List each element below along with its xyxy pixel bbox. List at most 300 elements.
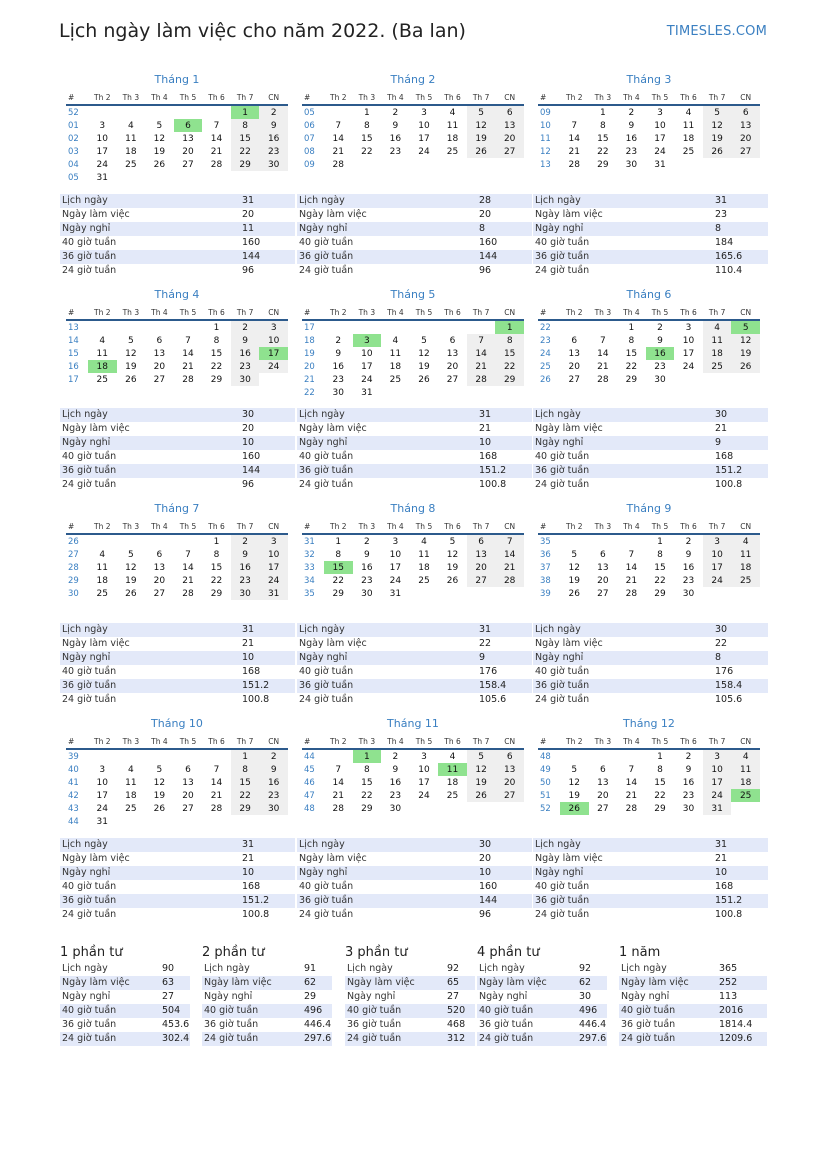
day-cell[interactable]: 8 [363, 764, 370, 775]
day-cell[interactable]: 13 [495, 119, 524, 132]
day-cell[interactable]: 24 [654, 146, 666, 157]
day-cell[interactable]: 29 [654, 803, 666, 814]
day-cell[interactable]: 24 [418, 146, 430, 157]
day-cell[interactable]: 19 [446, 562, 459, 573]
day-cell[interactable]: 9 [628, 120, 635, 131]
day-cell[interactable]: 7 [571, 120, 578, 131]
day-cell[interactable]: 18 [682, 133, 695, 144]
day-cell[interactable]: 24 [361, 374, 373, 385]
day-cell[interactable]: 6 [156, 335, 163, 346]
day-cell[interactable]: 8 [657, 764, 663, 775]
day-cell[interactable]: 4 [127, 120, 134, 131]
day-cell[interactable]: 18 [418, 562, 430, 573]
day-cell[interactable]: 12 [446, 549, 459, 560]
day-cell[interactable]: 5 [156, 764, 163, 775]
day-cell[interactable]: 8 [495, 334, 524, 347]
day-cell[interactable]: 5 [156, 120, 163, 131]
day-cell[interactable]: 9 [657, 335, 663, 346]
day-cell[interactable]: 16 [259, 776, 288, 789]
day-cell[interactable]: 10 [259, 334, 288, 347]
day-cell[interactable]: 30 [231, 373, 260, 386]
day-cell[interactable]: 22 [332, 575, 344, 586]
day-cell[interactable]: 16 [231, 561, 260, 574]
day-cell[interactable]: 29 [361, 803, 373, 814]
day-cell[interactable]: 3 [259, 320, 288, 334]
day-cell[interactable]: 6 [731, 105, 760, 119]
day-cell[interactable]: 8 [599, 120, 606, 131]
day-cell[interactable]: 21 [210, 790, 223, 801]
day-cell[interactable]: 19 [568, 790, 580, 801]
day-cell[interactable]: 18 [731, 561, 760, 574]
day-cell[interactable]: 24 [703, 574, 732, 587]
day-cell[interactable]: 4 [392, 335, 399, 346]
day-cell[interactable]: 30 [389, 803, 402, 814]
day-cell[interactable]: 21 [467, 360, 496, 373]
day-cell[interactable]: 24 [389, 575, 402, 586]
day-cell[interactable]: 10 [418, 764, 430, 775]
day-cell[interactable]: 12 [467, 763, 496, 776]
day-cell[interactable]: 1 [335, 536, 342, 547]
day-cell[interactable]: 11 [438, 763, 467, 776]
day-cell[interactable]: 24 [418, 790, 430, 801]
day-cell[interactable]: 20 [446, 361, 459, 372]
day-cell[interactable]: 17 [96, 790, 108, 801]
day-cell[interactable]: 2 [685, 751, 692, 762]
day-cell[interactable]: 12 [125, 562, 137, 573]
day-cell[interactable]: 30 [682, 588, 695, 599]
day-cell[interactable]: 21 [182, 575, 194, 586]
day-cell[interactable]: 16 [625, 133, 638, 144]
day-cell[interactable]: 29 [654, 588, 666, 599]
day-cell[interactable]: 16 [389, 777, 402, 788]
day-cell[interactable]: 9 [685, 549, 692, 560]
day-cell[interactable]: 8 [363, 120, 370, 131]
day-cell[interactable]: 11 [703, 334, 732, 347]
day-cell[interactable]: 17 [418, 777, 430, 788]
day-cell[interactable]: 26 [446, 575, 459, 586]
day-cell[interactable]: 31 [389, 588, 402, 599]
day-cell[interactable]: 3 [99, 764, 106, 775]
day-cell[interactable]: 17 [703, 561, 732, 574]
day-cell[interactable]: 31 [703, 802, 732, 815]
day-cell[interactable]: 22 [597, 146, 609, 157]
day-cell[interactable]: 7 [628, 549, 635, 560]
day-cell[interactable]: 27 [495, 789, 524, 802]
day-cell[interactable]: 30 [259, 158, 288, 171]
day-cell[interactable]: 19 [153, 146, 166, 157]
day-cell[interactable]: 5 [467, 749, 496, 763]
day-cell[interactable]: 10 [703, 763, 732, 776]
day-cell[interactable]: 6 [185, 764, 191, 775]
day-cell[interactable]: 1 [213, 322, 220, 333]
day-cell[interactable]: 18 [703, 347, 732, 360]
day-cell[interactable]: 23 [389, 790, 402, 801]
day-cell[interactable]: 15 [231, 776, 260, 789]
day-cell[interactable]: 7 [495, 534, 524, 548]
day-cell[interactable]: 21 [332, 146, 344, 157]
day-cell[interactable]: 18 [389, 361, 402, 372]
day-cell[interactable]: 3 [703, 749, 732, 763]
day-cell[interactable]: 16 [646, 347, 675, 360]
day-cell[interactable]: 4 [449, 107, 456, 118]
day-cell[interactable]: 9 [392, 120, 399, 131]
day-cell[interactable]: 28 [332, 803, 344, 814]
day-cell[interactable]: 10 [259, 548, 288, 561]
day-cell[interactable]: 9 [685, 764, 692, 775]
day-cell[interactable]: 27 [597, 588, 609, 599]
day-cell[interactable]: 22 [654, 575, 666, 586]
day-cell[interactable]: 26 [703, 145, 732, 158]
day-cell[interactable]: 6 [449, 335, 456, 346]
day-cell[interactable]: 20 [597, 790, 609, 801]
day-cell[interactable]: 18 [446, 133, 459, 144]
day-cell[interactable]: 9 [392, 764, 399, 775]
day-cell[interactable]: 2 [259, 105, 288, 119]
day-cell[interactable]: 14 [210, 777, 223, 788]
day-cell[interactable]: 11 [125, 777, 137, 788]
day-cell[interactable]: 11 [96, 348, 108, 359]
day-cell[interactable]: 5 [449, 536, 456, 547]
day-cell[interactable]: 25 [446, 146, 459, 157]
day-cell[interactable]: 13 [597, 777, 609, 788]
day-cell[interactable]: 7 [335, 120, 342, 131]
day-cell[interactable]: 30 [231, 587, 260, 600]
day-cell[interactable]: 23 [625, 146, 638, 157]
day-cell[interactable]: 10 [703, 548, 732, 561]
day-cell[interactable]: 3 [259, 534, 288, 548]
day-cell[interactable]: 23 [231, 574, 260, 587]
day-cell[interactable]: 28 [182, 588, 194, 599]
day-cell[interactable]: 5 [571, 764, 578, 775]
day-cell[interactable]: 30 [654, 374, 666, 385]
day-cell[interactable]: 20 [597, 575, 609, 586]
day-cell[interactable]: 15 [625, 348, 638, 359]
day-cell[interactable]: 8 [213, 335, 220, 346]
day-cell[interactable]: 23 [259, 789, 288, 802]
day-cell[interactable]: 17 [259, 561, 288, 574]
day-cell[interactable]: 12 [731, 334, 760, 347]
day-cell[interactable]: 17 [361, 361, 373, 372]
day-cell[interactable]: 13 [568, 348, 580, 359]
day-cell[interactable]: 31 [96, 172, 108, 183]
day-cell[interactable]: 27 [495, 145, 524, 158]
day-cell[interactable]: 9 [259, 763, 288, 776]
day-cell[interactable]: 21 [210, 146, 223, 157]
day-cell[interactable]: 27 [731, 145, 760, 158]
day-cell[interactable]: 10 [96, 133, 108, 144]
day-cell[interactable]: 22 [654, 790, 666, 801]
day-cell[interactable]: 5 [731, 320, 760, 334]
day-cell[interactable]: 19 [467, 132, 496, 145]
day-cell[interactable]: 10 [654, 120, 666, 131]
day-cell[interactable]: 27 [182, 803, 194, 814]
day-cell[interactable]: 25 [96, 374, 108, 385]
day-cell[interactable]: 29 [495, 373, 524, 386]
day-cell[interactable]: 3 [392, 536, 399, 547]
day-cell[interactable]: 19 [467, 776, 496, 789]
day-cell[interactable]: 8 [657, 549, 663, 560]
day-cell[interactable]: 19 [153, 790, 166, 801]
day-cell[interactable]: 22 [495, 360, 524, 373]
day-cell[interactable]: 28 [568, 159, 580, 170]
day-cell[interactable]: 26 [731, 360, 760, 373]
day-cell[interactable]: 18 [731, 776, 760, 789]
day-cell[interactable]: 16 [259, 132, 288, 145]
day-cell[interactable]: 16 [682, 562, 695, 573]
day-cell[interactable]: 6 [495, 749, 524, 763]
day-cell[interactable]: 23 [332, 374, 344, 385]
day-cell[interactable]: 22 [210, 361, 223, 372]
day-cell[interactable]: 2 [685, 536, 692, 547]
day-cell[interactable]: 12 [467, 119, 496, 132]
day-cell[interactable]: 12 [568, 562, 580, 573]
day-cell[interactable]: 11 [96, 562, 108, 573]
day-cell[interactable]: 19 [125, 575, 137, 586]
day-cell[interactable]: 9 [335, 348, 342, 359]
day-cell[interactable]: 13 [446, 348, 459, 359]
day-cell[interactable]: 24 [259, 574, 288, 587]
day-cell[interactable]: 31 [654, 159, 666, 170]
day-cell[interactable]: 27 [153, 588, 166, 599]
day-cell[interactable]: 1 [231, 749, 260, 763]
day-cell[interactable]: 20 [495, 132, 524, 145]
day-cell[interactable]: 9 [259, 119, 288, 132]
day-cell[interactable]: 1 [495, 320, 524, 334]
day-cell[interactable]: 15 [361, 133, 373, 144]
day-cell[interactable]: 8 [231, 119, 260, 132]
day-cell[interactable]: 22 [361, 790, 373, 801]
day-cell[interactable]: 25 [446, 790, 459, 801]
day-cell[interactable]: 29 [231, 802, 260, 815]
day-cell[interactable]: 23 [231, 360, 260, 373]
day-cell[interactable]: 22 [231, 145, 260, 158]
day-cell[interactable]: 16 [332, 361, 344, 372]
day-cell[interactable]: 18 [125, 790, 137, 801]
day-cell[interactable]: 27 [568, 374, 580, 385]
day-cell[interactable]: 9 [231, 548, 260, 561]
day-cell[interactable]: 28 [467, 373, 496, 386]
day-cell[interactable]: 30 [682, 803, 695, 814]
day-cell[interactable]: 17 [259, 347, 288, 360]
day-cell[interactable]: 22 [625, 361, 638, 372]
day-cell[interactable]: 7 [185, 549, 191, 560]
day-cell[interactable]: 15 [654, 562, 666, 573]
day-cell[interactable]: 25 [96, 588, 108, 599]
day-cell[interactable]: 17 [96, 146, 108, 157]
day-cell[interactable]: 21 [597, 361, 609, 372]
day-cell[interactable]: 28 [182, 374, 194, 385]
day-cell[interactable]: 27 [446, 374, 459, 385]
day-cell[interactable]: 28 [597, 374, 609, 385]
day-cell[interactable]: 26 [568, 588, 580, 599]
day-cell[interactable]: 3 [421, 751, 427, 762]
day-cell[interactable]: 20 [568, 361, 580, 372]
day-cell[interactable]: 25 [731, 574, 760, 587]
day-cell[interactable]: 22 [210, 575, 223, 586]
day-cell[interactable]: 7 [599, 335, 606, 346]
day-cell[interactable]: 30 [625, 159, 638, 170]
day-cell[interactable]: 8 [231, 763, 260, 776]
day-cell[interactable]: 2 [231, 320, 260, 334]
day-cell[interactable]: 29 [625, 374, 638, 385]
day-cell[interactable]: 13 [597, 562, 609, 573]
day-cell[interactable]: 14 [568, 133, 580, 144]
day-cell[interactable]: 4 [685, 107, 692, 118]
day-cell[interactable]: 29 [210, 588, 223, 599]
day-cell[interactable]: 18 [125, 146, 137, 157]
day-cell[interactable]: 16 [231, 347, 260, 360]
day-cell[interactable]: 8 [628, 335, 635, 346]
day-cell[interactable]: 26 [125, 588, 137, 599]
day-cell[interactable]: 20 [467, 561, 496, 574]
day-cell[interactable]: 1 [353, 749, 382, 763]
day-cell[interactable]: 26 [153, 803, 166, 814]
day-cell[interactable]: 19 [731, 347, 760, 360]
day-cell[interactable]: 15 [210, 348, 223, 359]
day-cell[interactable]: 21 [182, 361, 194, 372]
day-cell[interactable]: 31 [96, 816, 108, 827]
day-cell[interactable]: 17 [389, 562, 402, 573]
day-cell[interactable]: 3 [703, 534, 732, 548]
day-cell[interactable]: 20 [182, 790, 194, 801]
day-cell[interactable]: 2 [657, 322, 663, 333]
day-cell[interactable]: 6 [599, 764, 606, 775]
day-cell[interactable]: 26 [560, 802, 589, 815]
day-cell[interactable]: 6 [467, 534, 496, 548]
day-cell[interactable]: 2 [628, 107, 635, 118]
day-cell[interactable]: 14 [182, 562, 194, 573]
day-cell[interactable]: 2 [259, 749, 288, 763]
day-cell[interactable]: 11 [418, 549, 430, 560]
day-cell[interactable]: 25 [125, 159, 137, 170]
day-cell[interactable]: 3 [657, 107, 663, 118]
day-cell[interactable]: 22 [361, 146, 373, 157]
day-cell[interactable]: 2 [392, 751, 399, 762]
day-cell[interactable]: 3 [421, 107, 427, 118]
day-cell[interactable]: 31 [259, 587, 288, 600]
day-cell[interactable]: 14 [597, 348, 609, 359]
day-cell[interactable]: 12 [418, 348, 430, 359]
day-cell[interactable]: 20 [153, 575, 166, 586]
day-cell[interactable]: 28 [210, 159, 223, 170]
day-cell[interactable]: 13 [182, 133, 194, 144]
day-cell[interactable]: 21 [568, 146, 580, 157]
day-cell[interactable]: 14 [332, 133, 344, 144]
day-cell[interactable]: 4 [99, 549, 106, 560]
day-cell[interactable]: 21 [332, 790, 344, 801]
day-cell[interactable]: 6 [495, 105, 524, 119]
day-cell[interactable]: 19 [125, 361, 137, 372]
day-cell[interactable]: 29 [597, 159, 609, 170]
day-cell[interactable]: 7 [213, 120, 220, 131]
day-cell[interactable]: 4 [99, 335, 106, 346]
day-cell[interactable]: 4 [421, 536, 427, 547]
day-cell[interactable]: 21 [625, 575, 638, 586]
day-cell[interactable]: 26 [418, 374, 430, 385]
day-cell[interactable]: 23 [389, 146, 402, 157]
day-cell[interactable]: 14 [210, 133, 223, 144]
day-cell[interactable]: 25 [682, 146, 695, 157]
day-cell[interactable]: 27 [182, 159, 194, 170]
day-cell[interactable]: 4 [731, 749, 760, 763]
day-cell[interactable]: 14 [467, 347, 496, 360]
day-cell[interactable]: 1 [657, 536, 663, 547]
day-cell[interactable]: 12 [125, 348, 137, 359]
day-cell[interactable]: 29 [332, 588, 344, 599]
day-cell[interactable]: 13 [153, 562, 166, 573]
day-cell[interactable]: 26 [467, 145, 496, 158]
day-cell[interactable]: 5 [421, 335, 427, 346]
day-cell[interactable]: 30 [332, 387, 344, 398]
day-cell[interactable]: 14 [332, 777, 344, 788]
day-cell[interactable]: 10 [389, 549, 402, 560]
day-cell[interactable]: 18 [96, 575, 108, 586]
day-cell[interactable]: 14 [182, 348, 194, 359]
day-cell[interactable]: 1 [628, 322, 635, 333]
day-cell[interactable]: 11 [389, 348, 402, 359]
day-cell[interactable]: 1 [599, 107, 606, 118]
day-cell[interactable]: 4 [449, 751, 456, 762]
day-cell[interactable]: 16 [682, 777, 695, 788]
day-cell[interactable]: 1 [657, 751, 663, 762]
day-cell[interactable]: 19 [418, 361, 430, 372]
day-cell[interactable]: 23 [682, 575, 695, 586]
day-cell[interactable]: 24 [259, 360, 288, 373]
day-cell[interactable]: 28 [625, 588, 638, 599]
day-cell[interactable]: 27 [153, 374, 166, 385]
day-cell[interactable]: 25 [731, 789, 760, 802]
day-cell[interactable]: 18 [446, 777, 459, 788]
day-cell[interactable]: 13 [731, 119, 760, 132]
day-cell[interactable]: 4 [127, 764, 134, 775]
day-cell[interactable]: 11 [446, 120, 459, 131]
day-cell[interactable]: 23 [361, 575, 373, 586]
day-cell[interactable]: 21 [625, 790, 638, 801]
day-cell[interactable]: 20 [153, 361, 166, 372]
day-cell[interactable]: 1 [231, 105, 260, 119]
day-cell[interactable]: 28 [332, 159, 344, 170]
day-cell[interactable]: 12 [153, 777, 166, 788]
day-cell[interactable]: 15 [231, 132, 260, 145]
day-cell[interactable]: 2 [231, 534, 260, 548]
day-cell[interactable]: 10 [682, 335, 695, 346]
day-cell[interactable]: 15 [210, 562, 223, 573]
day-cell[interactable]: 13 [495, 763, 524, 776]
day-cell[interactable]: 12 [568, 777, 580, 788]
day-cell[interactable]: 11 [682, 120, 695, 131]
day-cell[interactable]: 30 [361, 588, 373, 599]
day-cell[interactable]: 15 [495, 347, 524, 360]
day-cell[interactable]: 17 [703, 776, 732, 789]
day-cell[interactable]: 6 [571, 335, 578, 346]
day-cell[interactable]: 20 [495, 776, 524, 789]
day-cell[interactable]: 9 [363, 549, 370, 560]
day-cell[interactable]: 6 [156, 549, 163, 560]
day-cell[interactable]: 18 [88, 360, 117, 373]
day-cell[interactable]: 17 [418, 133, 430, 144]
day-cell[interactable]: 24 [96, 803, 108, 814]
brand-link[interactable]: TIMESLES.COM [666, 24, 767, 39]
day-cell[interactable]: 24 [96, 159, 108, 170]
day-cell[interactable]: 27 [467, 574, 496, 587]
day-cell[interactable]: 29 [231, 158, 260, 171]
day-cell[interactable]: 5 [703, 105, 732, 119]
day-cell[interactable]: 10 [418, 120, 430, 131]
day-cell[interactable]: 13 [182, 777, 194, 788]
day-cell[interactable]: 15 [361, 777, 373, 788]
day-cell[interactable]: 4 [703, 320, 732, 334]
day-cell[interactable]: 2 [392, 107, 399, 118]
